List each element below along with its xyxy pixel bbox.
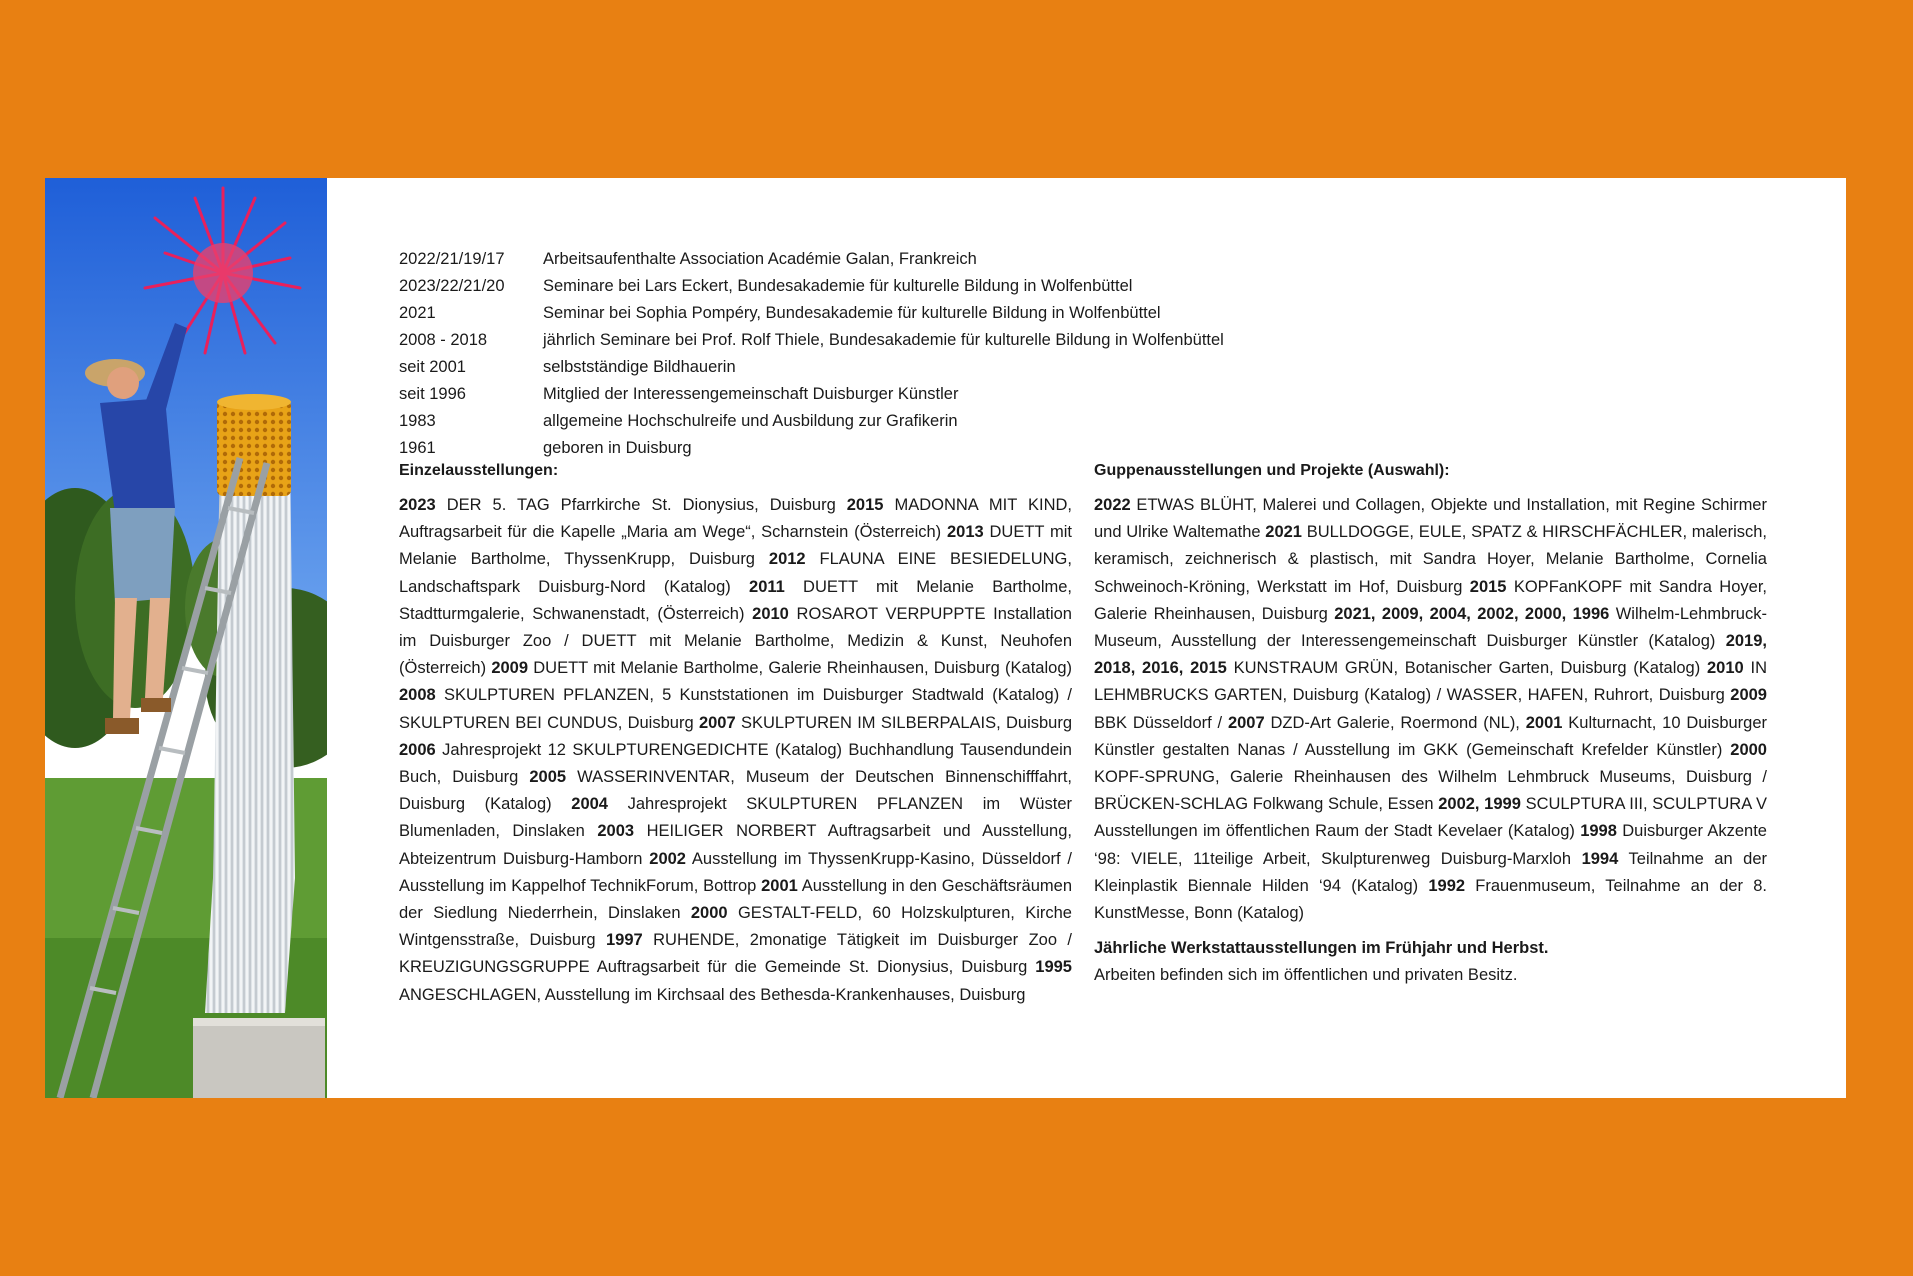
- bio-year: 2023/22/21/20: [399, 277, 505, 295]
- exhibition-text: BULLDOGGE, EULE, SPATZ & HIRSCHFÄCHLER, malerisch, keramisch, zeichnerisch & plastisch, mit Sandra Hoyer, Melanie Bartholme, Cornelia Schweinoch-Kröning, Werkstatt im Hof, Duisburg: [1094, 523, 1767, 596]
- exhibition-text: MADONNA MIT KIND, Auftragsarbeit für die Kapelle „Maria am Wege“, Scharnstein (Österreich): [399, 496, 1072, 542]
- exhibition-year: 2002, 1999: [1438, 795, 1521, 814]
- exhibition-text: FLAUNA EINE BESIEDELUNG, Landschaftspark Duisburg-Nord (Katalog): [399, 550, 1072, 596]
- exhibition-text: RUHENDE, 2monatige Tätigkeit im Duisburger Zoo / KREUZIGUNGSGRUPPE Auftragsarbeit für die Gemeinde St. Dionysius, Duisburg: [399, 931, 1073, 977]
- exhibition-text: DUETT mit Melanie Bartholme, Stadtturmgalerie, Schwanenstadt, (Österreich): [399, 577, 1072, 623]
- bio-text: Arbeitsaufenthalte Association Académie Galan, Frankreich: [543, 250, 977, 268]
- exhibition-text: Duisburger Akzente ‘98: VIELE, 11teilige Arbeit, Skulpturenweg Duisburg-Marxloh: [1094, 822, 1767, 868]
- exhibition-text: DZD-Art Galerie, Roermond (NL),: [1270, 713, 1520, 732]
- group-exhibitions: [1094, 460, 1767, 989]
- exhibition-text: KOPF-SPRUNG, Galerie Rheinhausen des Wilhelm Lehmbruck Museums, Duisburg / BRÜCKEN-SCHLAG Folkwang Schule, Essen: [1094, 768, 1767, 814]
- exhibition-text: Ausstellung in den Geschäftsräumen der Siedlung Niederrhein, Dinslaken: [399, 876, 1072, 923]
- exhibition-year: 2006: [399, 740, 436, 759]
- artist-photo: [45, 178, 327, 1098]
- exhibition-year: 2007: [698, 713, 736, 732]
- exhibition-year: 2009: [491, 659, 529, 678]
- exhibition-year: 2000: [690, 904, 728, 923]
- exhibition-text: BBK Düsseldorf /: [1094, 713, 1223, 732]
- bio-row: [399, 246, 1799, 273]
- exhibition-year: 2007: [1227, 713, 1265, 732]
- exhibition-text: SKULPTUREN IM SILBERPALAIS, Duisburg: [740, 713, 1073, 732]
- group-exhibitions-text: [1094, 492, 1767, 927]
- exhibition-text: KUNSTRAUM GRÜN, Botanischer Garten, Duisburg (Katalog): [1233, 659, 1701, 678]
- exhibition-text: Wilhelm-Lehmbruck-Museum, Ausstellung der Interessengemeinschaft Duisburger Künstler (Katalog): [1094, 604, 1767, 651]
- exhibition-text: ANGESCHLAGEN, Ausstellung im Kirchsaal des Bethesda-Krankenhauses, Duisburg: [399, 985, 1026, 1004]
- bio-row: [399, 408, 1799, 435]
- bio-row: [399, 381, 1799, 408]
- exhibition-year: 2023: [399, 496, 436, 514]
- bio-year: 1961: [399, 439, 436, 457]
- exhibition-year: 2002: [649, 849, 686, 868]
- solo-exhibitions-text: [399, 492, 1072, 1009]
- bio-year: seit 2001: [399, 358, 466, 376]
- exhibition-text: ROSAROT VERPUPPTE Installation im Duisburger Zoo / DUETT mit Melanie Bartholme, Medizin & Kunst, Neuhofen (Österreich): [399, 604, 1072, 678]
- exhibition-year: 1994: [1581, 849, 1619, 868]
- exhibition-text: DER 5. TAG Pfarrkirche St. Dionysius, Duisburg: [446, 496, 836, 514]
- bio-year: 2022/21/19/17: [399, 250, 505, 268]
- exhibition-text: DUETT mit Melanie Bartholme, Galerie Rheinhausen, Duisburg (Katalog): [533, 659, 1072, 678]
- exhibition-year: 2000: [1730, 740, 1767, 759]
- exhibition-text: SKULPTUREN PFLANZEN, 5 Kunststationen im Duisburger Stadtwald (Katalog) / SKULPTUREN BEI CUNDUS, Duisburg: [399, 686, 1073, 732]
- exhibition-year: 1997: [606, 931, 643, 950]
- exhibition-text: ETWAS BLÜHT, Malerei und Collagen, Objekte und Installation, mit Regine Schirmer und Ulrike Waltemathe: [1094, 496, 1767, 542]
- exhibition-year: 2013: [946, 523, 984, 542]
- exhibition-text: Teilnahme an der Kleinplastik Biennale Hilden ‘94 (Katalog): [1094, 849, 1768, 895]
- bio-text: jährlich Seminare bei Prof. Rolf Thiele, Bundesakademie für kulturelle Bildung in Wolfenbüttel: [543, 331, 1224, 349]
- exhibition-year: 1992: [1428, 876, 1466, 895]
- exhibition-text: Kulturnacht, 10 Duisburger Künstler gestalten Nanas / Ausstellung im GKK (Gemeinschaft Krefelder Künstler): [1094, 713, 1768, 759]
- exhibition-year: 2010: [752, 604, 789, 623]
- exhibition-text: Jahresprojekt 12 SKULPTURENGEDICHTE (Katalog) Buchhandlung Tausendundein Buch, Duisburg: [399, 740, 1072, 787]
- bio-text: allgemeine Hochschulreife und Ausbildung zur Grafikerin: [543, 412, 958, 430]
- bio-text: geboren in Duisburg: [543, 439, 692, 457]
- text-content: [399, 246, 1799, 1004]
- exhibition-year: 2015: [1469, 577, 1507, 596]
- exhibition-text: Jahresprojekt SKULPTUREN PFLANZEN im Wüster Blumenladen, Dinslaken: [399, 795, 1072, 841]
- exhibition-year: 2015: [846, 496, 884, 514]
- biography-list: [399, 246, 1799, 462]
- exhibition-year: 2010: [1707, 659, 1744, 678]
- workshop-note: Jährliche Werkstattausstellungen im Frühjahr und Herbst.: [1094, 939, 1549, 958]
- bio-text: Seminar bei Sophia Pompéry, Bundesakademie für kulturelle Bildung in Wolfenbüttel: [543, 304, 1161, 322]
- ownership-note: Arbeiten befinden sich im öffentlichen und privaten Besitz.: [1094, 966, 1518, 985]
- bio-text: Seminare bei Lars Eckert, Bundesakademie für kulturelle Bildung in Wolfenbüttel: [543, 277, 1133, 295]
- exhibition-text: WASSERINVENTAR, Museum der Deutschen Binnenschifffahrt, Duisburg (Katalog): [399, 768, 1073, 814]
- bio-text: Mitglied der Interessengemeinschaft Duisburger Künstler: [543, 385, 959, 403]
- group-exhibitions-heading: Guppenausstellungen und Projekte (Auswahl):: [1094, 462, 1450, 479]
- bio-year: 1983: [399, 412, 436, 430]
- exhibition-year: 2021: [1265, 523, 1302, 542]
- exhibition-text: SCULPTURA III, SCULPTURA V Ausstellungen im öffentlichen Raum der Stadt Kevelaer (Katalog): [1094, 795, 1767, 841]
- exhibition-year: 2009: [1730, 686, 1767, 705]
- exhibition-year: 1998: [1580, 822, 1617, 841]
- bio-row: [399, 354, 1799, 381]
- exhibition-year: 2001: [1525, 713, 1563, 732]
- bio-row: [399, 300, 1799, 327]
- exhibition-year: 2019, 2018, 2016, 2015: [1094, 632, 1767, 678]
- exhibition-text: Ausstellung im ThyssenKrupp-Kasino, Düsseldorf / Ausstellung im Kappelhof TechnikForum, Bottrop: [399, 849, 1072, 895]
- exhibition-year: 2003: [597, 822, 635, 841]
- exhibition-year: 2011: [749, 577, 785, 596]
- exhibition-year: 2004: [571, 795, 608, 814]
- exhibition-text: GESTALT-FELD, 60 Holzskulpturen, Kirche Wintgensstraße, Duisburg: [399, 904, 1072, 950]
- exhibition-year: 2012: [768, 550, 806, 569]
- exhibition-text: HEILIGER NORBERT Auftragsarbeit und Ausstellung, Abteizentrum Duisburg-Hamborn: [399, 822, 1072, 868]
- solo-exhibitions-heading: Einzelausstellungen:: [399, 462, 559, 479]
- bio-row: [399, 273, 1799, 300]
- exhibition-year: 2022: [1094, 496, 1131, 514]
- exhibition-text: IN LEHMBRUCKS GARTEN, Duisburg (Katalog) / WASSER, HAFEN, Ruhrort, Duisburg: [1094, 659, 1767, 705]
- bio-year: 2021: [399, 304, 436, 322]
- bio-year: seit 1996: [399, 385, 466, 403]
- exhibition-year: 2021, 2009, 2004, 2002, 2000, 1996: [1334, 604, 1610, 623]
- bio-row: [399, 327, 1799, 354]
- exhibition-year: 2008: [399, 686, 436, 705]
- exhibition-text: Frauenmuseum, Teilnahme an der 8. KunstMesse, Bonn (Katalog): [1094, 876, 1767, 923]
- exhibition-text: KOPFanKOPF mit Sandra Hoyer, Galerie Rheinhausen, Duisburg: [1094, 577, 1767, 623]
- bio-year: 2008 - 2018: [399, 331, 488, 349]
- bio-row: [399, 435, 1799, 462]
- exhibition-year: 2005: [529, 768, 567, 787]
- exhibition-year: 1995: [1035, 958, 1072, 977]
- content-card: [45, 178, 1846, 1098]
- exhibition-year: 2001: [761, 876, 798, 895]
- exhibition-text: DUETT mit Melanie Bartholme, ThyssenKrupp, Duisburg: [399, 523, 1072, 569]
- bio-text: selbstständige Bildhauerin: [543, 358, 736, 376]
- solo-exhibitions: [399, 460, 1072, 1009]
